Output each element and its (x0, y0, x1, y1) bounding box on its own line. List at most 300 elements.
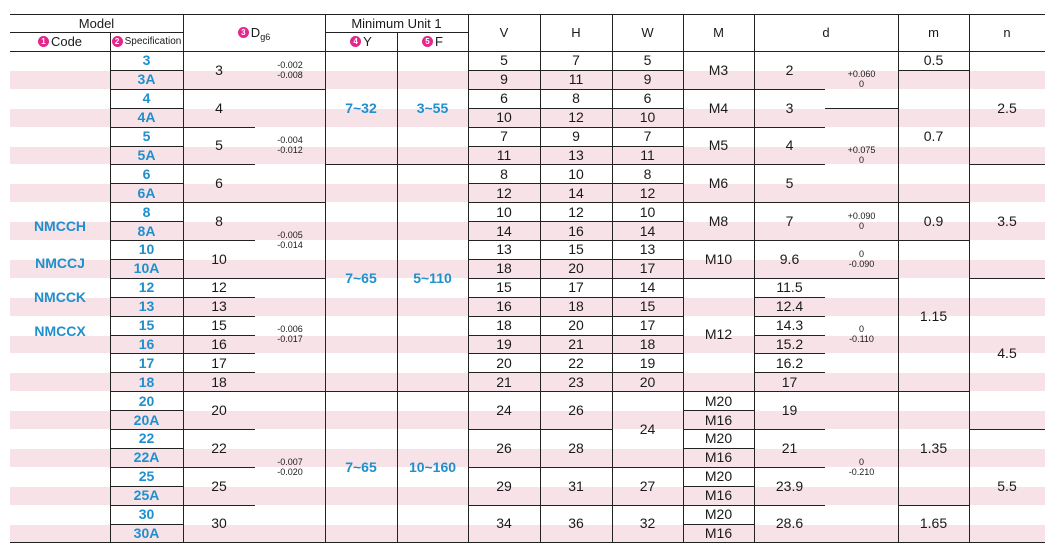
d-value: 15.2 (775, 335, 804, 352)
spec-value: 17 (138, 354, 155, 371)
w-value: 5 (643, 52, 652, 69)
w-value: 12 (639, 184, 656, 201)
header-bottom-rule (10, 51, 1045, 52)
w-value: 18 (639, 335, 656, 352)
column-rule (397, 32, 398, 51)
row-rule (110, 164, 183, 165)
row-rule (468, 429, 540, 430)
v-value: 6 (500, 90, 508, 107)
row-rule (183, 505, 255, 506)
v-value: 26 (496, 439, 512, 456)
spec-value: 13 (138, 298, 155, 315)
h-value: 36 (568, 515, 584, 532)
row-rule (468, 108, 540, 109)
row-rule (468, 202, 540, 203)
v-value: 18 (496, 260, 512, 277)
dg6-value: 17 (211, 354, 227, 371)
d-value: 16.2 (775, 354, 804, 371)
row-rule (540, 127, 612, 128)
row-rule (612, 353, 683, 354)
row-rule (540, 297, 612, 298)
row-rule (110, 448, 183, 449)
row-rule (183, 278, 255, 279)
spec-value: 8A (137, 222, 156, 239)
column-rule (898, 14, 899, 542)
row-rule (540, 429, 612, 430)
header-dg6 (183, 14, 325, 51)
column-rule (110, 32, 111, 51)
row-rule (754, 316, 825, 317)
row-rule (183, 335, 255, 336)
row-rule (540, 108, 612, 109)
row-rule (468, 278, 540, 279)
v-value: 15 (496, 279, 512, 296)
spec-value: 25A (133, 487, 160, 504)
dg6-value: 20 (211, 402, 227, 419)
thread-value: M4 (708, 99, 729, 116)
header-m-thread: M (713, 25, 724, 40)
v-value: 16 (496, 298, 512, 315)
circled-number-badge: 2 (112, 36, 123, 47)
row-rule (825, 278, 898, 279)
thread-value: M16 (704, 449, 733, 466)
row-rule (255, 89, 325, 90)
row-rule (612, 89, 683, 90)
row-rule (110, 297, 183, 298)
row-rule (110, 202, 183, 203)
d-value: 19 (781, 402, 798, 419)
row-rule (540, 505, 612, 506)
row-rule (540, 278, 612, 279)
v-value: 19 (496, 335, 512, 352)
row-rule (540, 240, 612, 241)
row-rule (110, 127, 183, 128)
header-rule (10, 32, 183, 33)
d-tolerance (825, 240, 898, 278)
d-value: 23.9 (775, 477, 804, 494)
row-rule (683, 524, 754, 525)
d-value: 9.6 (779, 250, 800, 267)
d-value: 14.3 (775, 317, 804, 334)
row-rule (612, 108, 683, 109)
h-value: 12 (568, 203, 584, 220)
n-value: 4.5 (997, 345, 1017, 362)
v-value: 10 (496, 109, 512, 126)
row-rule (468, 164, 540, 165)
spec-value: 15 (138, 317, 155, 334)
row-rule (468, 391, 540, 392)
h-value: 26 (568, 402, 584, 419)
row-rule (183, 89, 255, 90)
d-tolerance (825, 51, 898, 108)
row-rule (468, 89, 540, 90)
row-rule (110, 335, 183, 336)
h-value: 28 (568, 439, 584, 456)
row-rule (468, 221, 540, 222)
row-rule (612, 127, 683, 128)
spec-value: 10A (133, 260, 160, 277)
row-rule (183, 372, 255, 373)
w-value: 13 (639, 241, 656, 258)
spec-value: 18 (138, 373, 155, 390)
dg6-tolerance (255, 278, 325, 391)
v-value: 14 (496, 222, 512, 239)
row-rule (183, 297, 255, 298)
header-f (397, 32, 468, 51)
w-value: 27 (639, 477, 656, 494)
h-value: 14 (568, 184, 584, 201)
row-rule (612, 391, 683, 392)
tolerance-lower: 0 (858, 221, 864, 232)
m-value: 0.5 (923, 52, 944, 69)
tolerance-upper: 0 (858, 248, 864, 259)
y-range: 7~65 (345, 458, 377, 475)
header-spec-label: Specification (124, 36, 182, 47)
d-value: 4 (785, 137, 794, 154)
spec-value: 5A (137, 146, 156, 163)
row-rule (683, 486, 754, 487)
row-rule (183, 127, 255, 128)
v-value: 10 (496, 203, 512, 220)
d-value: 5 (785, 175, 794, 192)
row-rule (183, 467, 255, 468)
y-range: 7~32 (345, 99, 377, 116)
row-rule (612, 221, 683, 222)
row-rule (754, 278, 825, 279)
thread-value: M16 (704, 524, 733, 541)
circled-number-badge: 1 (38, 36, 49, 47)
m-value: 1.35 (919, 439, 948, 456)
v-value: 24 (496, 402, 512, 419)
model-code: NMCCK (33, 289, 87, 305)
row-rule (754, 202, 825, 203)
h-value: 12 (568, 109, 584, 126)
thread-value: M6 (708, 175, 729, 192)
header-w: W (641, 25, 654, 40)
dg6-value: 4 (215, 99, 223, 116)
spec-value: 30A (133, 524, 160, 541)
tolerance-upper: -0.004 (277, 135, 303, 146)
row-rule (110, 240, 183, 241)
w-value: 17 (639, 317, 656, 334)
row-rule (825, 202, 898, 203)
spec-value: 20A (133, 411, 160, 428)
row-rule (468, 372, 540, 373)
header-h: H (571, 25, 581, 40)
row-rule (683, 391, 754, 392)
tolerance-lower: -0.017 (277, 334, 303, 345)
h-value: 13 (568, 146, 584, 163)
d-value: 12.4 (775, 298, 804, 315)
w-value: 7 (643, 128, 652, 145)
dg6-value: 18 (211, 373, 227, 390)
row-rule (325, 164, 397, 165)
row-rule (612, 70, 683, 71)
w-value: 19 (639, 354, 656, 371)
v-value: 18 (496, 317, 512, 334)
circled-number-badge: 4 (350, 36, 361, 47)
h-value: 22 (568, 354, 584, 371)
v-value: 7 (500, 128, 508, 145)
w-value: 9 (643, 71, 652, 88)
tolerance-upper: 0 (858, 456, 864, 467)
w-value: 6 (643, 90, 652, 107)
row-rule (468, 353, 540, 354)
row-rule (683, 448, 754, 449)
tolerance-lower: 0 (858, 79, 864, 90)
thread-value: M10 (704, 250, 733, 267)
dg6-value: 13 (211, 298, 227, 315)
thread-value: M16 (704, 487, 733, 504)
circled-number-badge: 5 (422, 36, 433, 47)
row-rule (540, 316, 612, 317)
row-rule (612, 202, 683, 203)
d-value: 28.6 (775, 515, 804, 532)
header-y-label: Y (363, 34, 372, 49)
thread-value: M3 (708, 61, 729, 78)
row-rule (683, 505, 754, 506)
row-rule (683, 202, 754, 203)
row-rule (110, 524, 183, 525)
row-rule (183, 429, 255, 430)
w-value: 24 (639, 420, 656, 437)
row-rule (110, 467, 183, 468)
d-value: 21 (781, 439, 798, 456)
d-tolerance (825, 108, 898, 203)
row-rule (540, 183, 612, 184)
model-code: NMCCX (34, 323, 86, 339)
thread-value: M16 (704, 411, 733, 428)
row-rule (540, 372, 612, 373)
row-rule (898, 202, 969, 203)
header-specification (110, 32, 183, 51)
header-minimum-unit: Minimum Unit 1 (351, 15, 442, 31)
d-value: 17 (781, 373, 798, 390)
row-rule (540, 70, 612, 71)
row-rule (898, 505, 969, 506)
row-rule (540, 89, 612, 90)
row-rule (540, 164, 612, 165)
dg6-value: 16 (211, 335, 227, 352)
v-value: 9 (500, 71, 508, 88)
header-m: m (928, 25, 939, 40)
spec-value: 8 (142, 203, 151, 220)
row-rule (612, 146, 683, 147)
row-rule (683, 429, 754, 430)
header-model: Model (78, 15, 115, 31)
h-value: 20 (568, 260, 584, 277)
row-rule (683, 89, 754, 90)
row-rule (110, 353, 183, 354)
w-value: 15 (639, 298, 656, 315)
row-rule (468, 297, 540, 298)
row-rule (754, 127, 825, 128)
tolerance-lower: -0.110 (849, 334, 874, 345)
row-rule (255, 202, 325, 203)
dg6-value: 30 (211, 515, 227, 532)
w-value: 17 (639, 260, 656, 277)
row-rule (754, 297, 825, 298)
v-value: 11 (496, 146, 512, 163)
n-value: 5.5 (997, 477, 1017, 494)
dg6-value: 8 (215, 213, 223, 230)
row-rule (110, 505, 183, 506)
d-tolerance (825, 278, 898, 391)
w-value: 10 (639, 109, 656, 126)
tolerance-lower: -0.090 (848, 258, 875, 269)
row-rule (468, 505, 540, 506)
row-rule (683, 164, 754, 165)
d-tolerance (825, 391, 898, 542)
spec-value: 4A (137, 109, 156, 126)
header-dg6-label: D (250, 25, 261, 40)
row-rule (754, 164, 825, 165)
w-value: 11 (640, 146, 655, 163)
row-rule (255, 278, 325, 279)
row-rule (683, 467, 754, 468)
spec-value: 25 (138, 468, 155, 485)
row-rule (540, 146, 612, 147)
row-rule (110, 316, 183, 317)
thread-value: M20 (704, 506, 733, 523)
row-rule (969, 278, 1045, 279)
spec-value: 10 (138, 241, 155, 258)
tolerance-upper: +0.060 (847, 69, 876, 80)
dg6-value: 6 (215, 175, 223, 192)
row-rule (468, 240, 540, 241)
row-rule (898, 391, 969, 392)
dg6-tolerance (255, 202, 325, 278)
n-value: 2.5 (997, 99, 1017, 116)
row-rule (325, 391, 397, 392)
row-rule (612, 164, 683, 165)
row-rule (825, 240, 898, 241)
h-value: 17 (568, 279, 584, 296)
row-rule (468, 70, 540, 71)
row-rule (612, 278, 683, 279)
row-rule (683, 240, 754, 241)
row-rule (110, 108, 183, 109)
dg6-tolerance (255, 51, 325, 89)
header-dg6-subscript: g6 (260, 31, 271, 42)
d-value: 2 (785, 61, 794, 78)
row-rule (683, 410, 754, 411)
row-rule (898, 70, 969, 71)
header-y (325, 32, 397, 51)
row-rule (612, 240, 683, 241)
row-rule (754, 240, 825, 241)
d-tolerance (825, 202, 898, 240)
h-value: 23 (568, 373, 584, 390)
w-value: 20 (639, 373, 656, 390)
row-rule (754, 429, 825, 430)
spec-value: 3A (137, 71, 156, 88)
header-n: n (1003, 25, 1011, 40)
row-rule (683, 127, 754, 128)
spec-value: 6A (137, 184, 156, 201)
v-value: 21 (496, 373, 512, 390)
f-range: 10~160 (408, 458, 457, 475)
thread-value: M20 (704, 392, 733, 409)
w-value: 8 (643, 165, 652, 182)
row-rule (612, 259, 683, 260)
row-rule (183, 164, 255, 165)
row-rule (969, 164, 1045, 165)
v-value: 12 (496, 184, 512, 201)
row-rule (898, 240, 969, 241)
v-value: 29 (496, 477, 512, 494)
tolerance-lower: -0.020 (277, 466, 303, 477)
header-f-label: F (435, 34, 443, 49)
tolerance-upper: -0.005 (277, 229, 303, 240)
row-rule (110, 486, 183, 487)
row-rule (110, 372, 183, 373)
m-value: 1.65 (919, 515, 948, 532)
row-rule (468, 146, 540, 147)
row-rule (110, 183, 183, 184)
row-rule (754, 353, 825, 354)
thread-value: M5 (708, 137, 729, 154)
h-value: 15 (568, 241, 584, 258)
row-rule (468, 316, 540, 317)
tolerance-lower: -0.008 (277, 69, 303, 80)
row-rule (754, 335, 825, 336)
row-rule (540, 353, 612, 354)
row-rule (540, 391, 612, 392)
spec-value: 30 (138, 506, 155, 523)
row-rule (468, 183, 540, 184)
header-v: V (499, 25, 509, 40)
row-rule (468, 259, 540, 260)
row-rule (754, 89, 825, 90)
h-value: 7 (572, 52, 580, 69)
row-rule (110, 391, 183, 392)
dg6-tolerance (255, 391, 325, 542)
table-bottom-rule (10, 542, 1045, 543)
spec-value: 22A (133, 449, 160, 466)
tolerance-upper: 0 (858, 324, 864, 335)
table-top-rule (10, 14, 1045, 15)
y-range: 7~65 (345, 269, 377, 286)
row-rule (612, 372, 683, 373)
dg6-value: 22 (211, 439, 227, 456)
d-value: 11.5 (776, 279, 803, 296)
d-value: 3 (785, 99, 794, 116)
dg6-tolerance (255, 89, 325, 202)
row-rule (540, 202, 612, 203)
tolerance-lower: -0.014 (277, 239, 303, 250)
spec-value: 12 (138, 279, 155, 296)
v-value: 5 (500, 52, 508, 69)
spec-value: 3 (142, 52, 151, 69)
row-rule (825, 108, 898, 109)
v-value: 20 (496, 354, 512, 371)
dg6-value: 25 (211, 477, 227, 494)
circled-number-badge: 3 (238, 27, 249, 38)
thread-value: M12 (704, 326, 733, 343)
spec-value: 4 (142, 90, 151, 107)
row-rule (540, 335, 612, 336)
thread-value: M20 (704, 468, 733, 485)
row-rule (612, 316, 683, 317)
v-value: 13 (496, 241, 512, 258)
model-code: NMCCH (33, 218, 87, 234)
tolerance-upper: -0.007 (277, 456, 303, 467)
h-value: 16 (568, 222, 584, 239)
row-rule (468, 467, 540, 468)
row-rule (255, 391, 325, 392)
row-rule (183, 316, 255, 317)
